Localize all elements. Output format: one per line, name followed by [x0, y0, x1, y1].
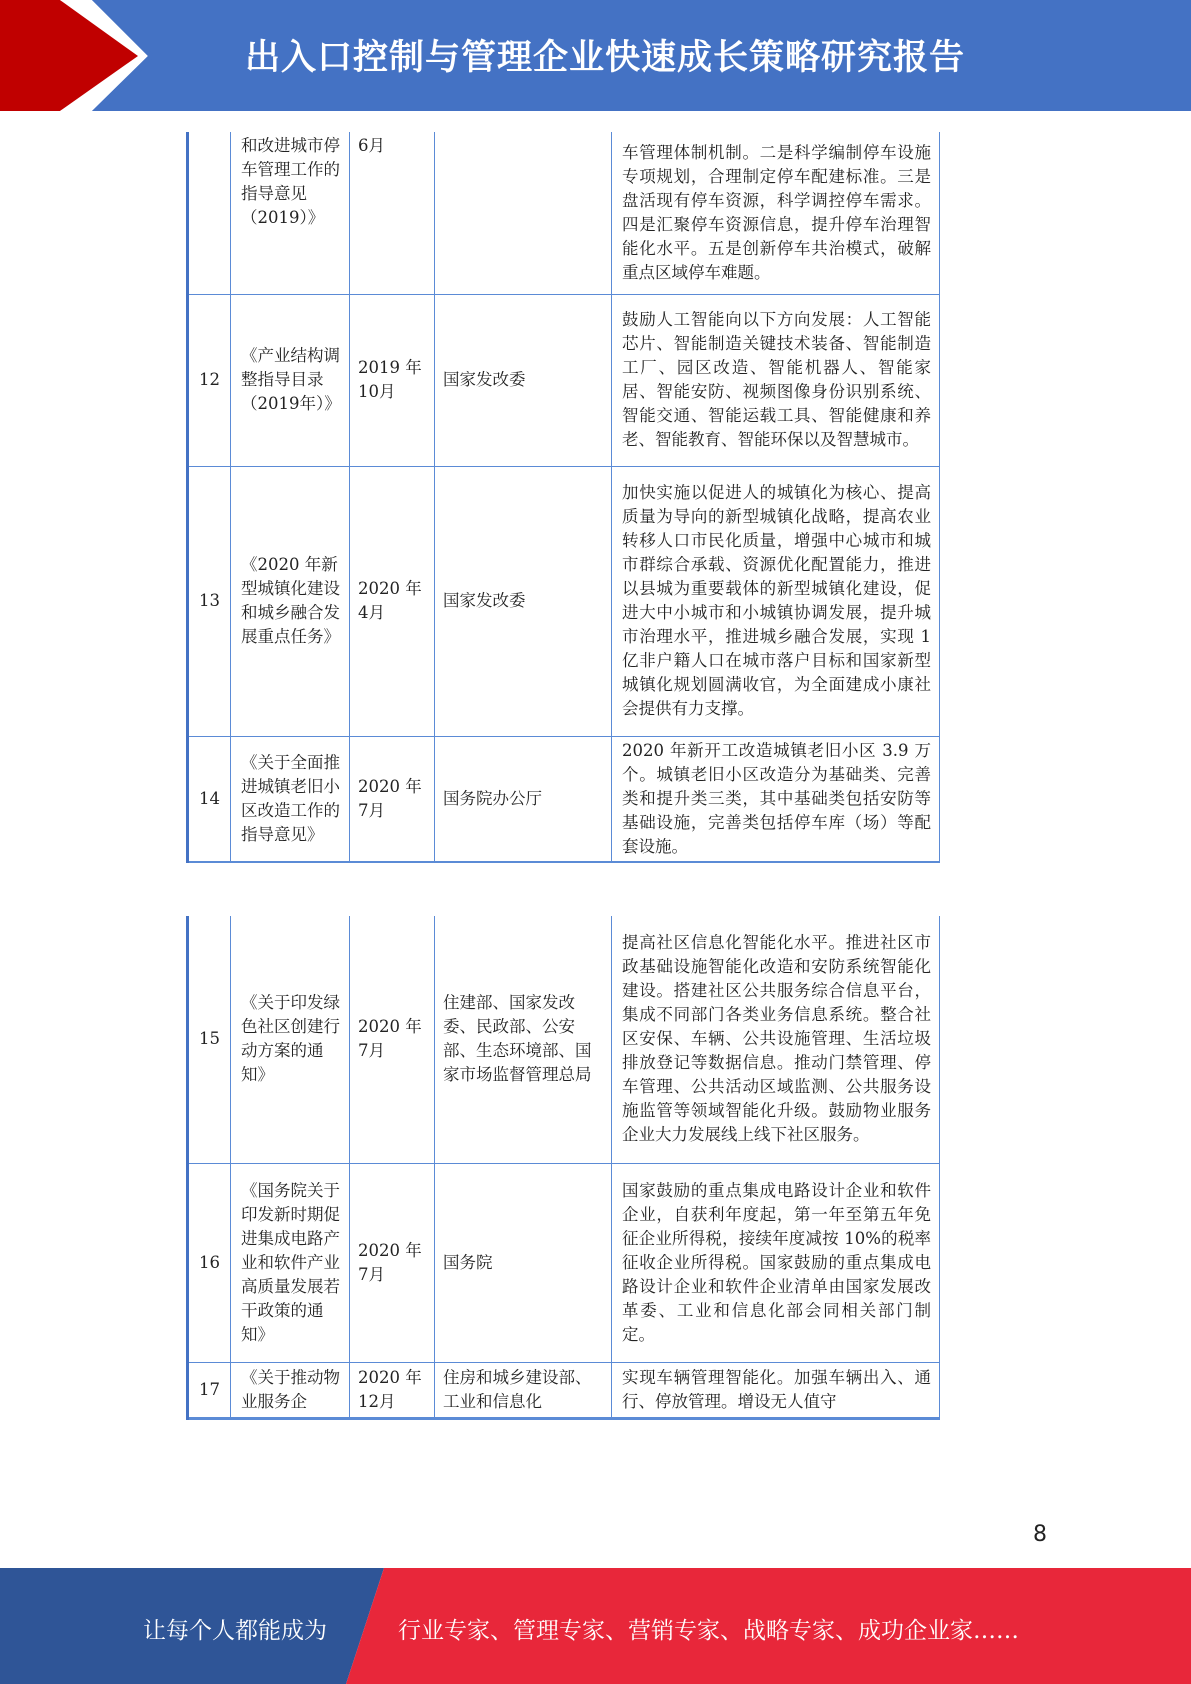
policy-name: 和改进城市停车管理工作的指导意见（2019）》: [231, 132, 350, 294]
policy-content: 车管理体制机制。二是科学编制停车设施专项规划，合理制定停车配建标准。三是盘活现有停车资源，科学调控停车需求。四是汇聚停车资源信息，提升停车治理智能化水平。五是创新停车共治模式，破解重点区域停车难题。: [612, 132, 940, 294]
footer-slogan-left: 让每个人都能成为: [143, 1618, 327, 1644]
row-number: 12: [188, 294, 231, 466]
policy-name: 《产业结构调整指导目录（2019年）》: [231, 294, 350, 466]
issuing-body: 国家发改委: [435, 466, 612, 736]
table-row: [188, 294, 940, 466]
policy-name: 《关于推动物业服务企: [231, 1362, 350, 1418]
page-number: 8: [1033, 1522, 1047, 1547]
policy-table-lower: [186, 916, 940, 1420]
policy-table-upper: [186, 132, 940, 863]
row-number: 17: [188, 1362, 231, 1418]
policy-content: 提高社区信息化智能化水平。推进社区市政基础设施智能化改造和安防系统智能化建设。搭建社区公共服务综合信息平台，集成不同部门各类业务信息系统。整合社区安保、车辆、公共设施管理、生活垃圾排放登记等数据信息。推动门禁管理、停车管理、公共活动区域监测、公共服务设施监管等领域智能化升级。鼓励物业服务企业大力发展线上线下社区服务。: [612, 916, 940, 1163]
row-number: [188, 132, 231, 294]
issue-date: 2020 年7月: [350, 1163, 435, 1362]
policy-content: 加快实施以促进人的城镇化为核心、提高质量为导向的新型城镇化战略，提高农业转移人口市民化质量，增强中心城市和城市群综合承载、资源优化配置能力，推进以县城为重要载体的新型城镇化建设，促进大中小城市和小城镇协调发展，提升城市治理水平，推进城乡融合发展，实现 1 亿非户籍人口在城市落户目标和国家新型城镇化规划圆满收官，为全面建成小康社会提供有力支撑。: [612, 466, 940, 736]
table-row: [188, 1163, 940, 1362]
issue-date: 2019 年10月: [350, 294, 435, 466]
policy-name: 《关于印发绿色社区创建行动方案的通知》: [231, 916, 350, 1163]
issue-date: 2020 年4月: [350, 466, 435, 736]
issue-date: 2020 年7月: [350, 736, 435, 862]
policy-name: 《关于全面推进城镇老旧小区改造工作的指导意见》: [231, 736, 350, 862]
issuing-body: 住建部、国家发改委、民政部、公安部、生态环境部、国家市场监督管理总局: [435, 916, 612, 1163]
issuing-body: 国务院办公厅: [435, 736, 612, 862]
issuing-body: [435, 132, 612, 294]
report-title: 出入口控制与管理企业快速成长策略研究报告: [245, 38, 966, 78]
policy-content: 国家鼓励的重点集成电路设计企业和软件企业，自获利年度起，第一年至第五年免征企业所得税，接续年度减按 10%的税率征收企业所得税。国家鼓励的重点集成电路设计企业和软件企业清单由国家发展改革委、工业和信息化部会同相关部门制定。: [612, 1163, 940, 1362]
footer-slogan-right: 行业专家、管理专家、营销专家、战略专家、成功企业家……: [398, 1618, 1019, 1644]
table-row: [188, 736, 940, 862]
issue-date: 6月: [350, 132, 435, 294]
page-header: [0, 0, 1191, 111]
issue-date: 2020 年12月: [350, 1362, 435, 1418]
policy-content: 实现车辆管理智能化。加强车辆出入、通行、停放管理。增设无人值守: [612, 1362, 940, 1418]
page-footer: [0, 1568, 1191, 1684]
table-row: [188, 132, 940, 294]
table-row: [188, 466, 940, 736]
row-number: 15: [188, 916, 231, 1163]
policy-name: 《2020 年新型城镇化建设和城乡融合发展重点任务》: [231, 466, 350, 736]
row-number: 13: [188, 466, 231, 736]
issue-date: 2020 年7月: [350, 916, 435, 1163]
policy-content: 2020 年新开工改造城镇老旧小区 3.9 万个。城镇老旧小区改造分为基础类、完善类和提升类三类，其中基础类包括安防等基础设施，完善类包括停车库（场）等配套设施。: [612, 736, 940, 862]
header-chevron-decoration: [0, 0, 160, 111]
policy-content: 鼓励人工智能向以下方向发展：人工智能芯片、智能制造关键技术装备、智能制造工厂、园区改造、智能机器人、智能家居、智能安防、视频图像身份识别系统、智能交通、智能运载工具、智能健康和养老、智能教育、智能环保以及智慧城市。: [612, 294, 940, 466]
policy-name: 《国务院关于印发新时期促进集成电路产业和软件产业高质量发展若干政策的通知》: [231, 1163, 350, 1362]
issuing-body: 住房和城乡建设部、工业和信息化: [435, 1362, 612, 1418]
table-row: [188, 1362, 940, 1418]
issuing-body: 国务院: [435, 1163, 612, 1362]
issuing-body: 国家发改委: [435, 294, 612, 466]
table-row: [188, 916, 940, 1163]
row-number: 14: [188, 736, 231, 862]
row-number: 16: [188, 1163, 231, 1362]
